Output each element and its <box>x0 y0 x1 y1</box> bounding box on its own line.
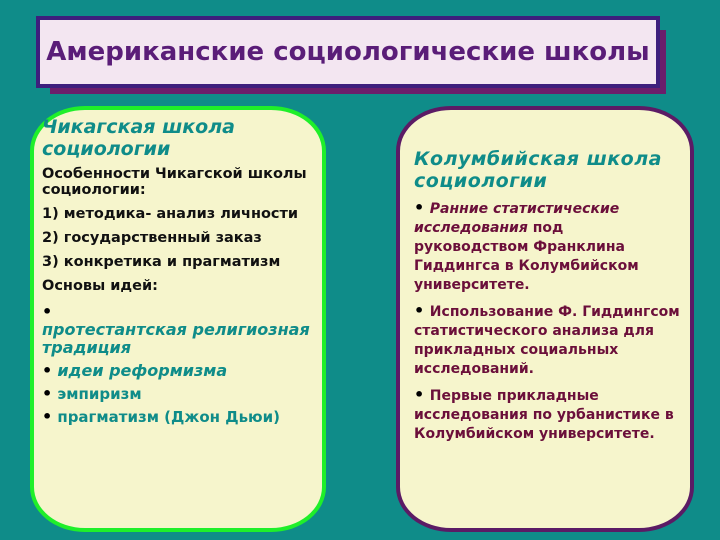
columbia-item-1 <box>414 198 680 293</box>
chicago-school-panel <box>30 106 326 532</box>
columbia-item-1-text: под руководством Франклина Гиддингса в Колумбийском университете. <box>414 220 639 293</box>
idea-2: идеи реформизма <box>57 361 228 380</box>
feature-3: 3) конкретика и прагматизм <box>42 254 281 270</box>
columbia-school-panel <box>396 106 694 532</box>
bullet-icon: • <box>414 301 430 320</box>
feature-1: 1) методика- анализ личности <box>42 206 299 222</box>
bullet-icon: • <box>42 384 53 403</box>
idea-item <box>42 361 312 380</box>
columbia-heading: Колумбийская школа социологии <box>414 148 662 192</box>
feature-2: 2) государственный заказ <box>42 230 262 246</box>
chicago-heading: Чикагская школа социологии <box>42 116 235 160</box>
bullet-icon: • <box>42 361 53 380</box>
idea-4: прагматизм (Джон Дьюи) <box>57 408 280 426</box>
bullet-icon: • <box>42 407 53 426</box>
idea-item <box>42 407 312 426</box>
idea-3: эмпиризм <box>57 385 142 403</box>
chicago-intro: Особенности Чикагской школы социологии: <box>42 166 307 198</box>
columbia-item-3 <box>414 385 680 442</box>
columbia-item-1-emph: Ранние статистические исследования <box>414 201 620 236</box>
idea-1: протестантская религиозная традиция <box>42 320 310 357</box>
columbia-item-2-text: Использование Ф. Гиддингсом статистического анализа для прикладных социальных исследований. <box>414 304 680 377</box>
idea-item <box>42 384 312 403</box>
columbia-item-3-text: Первые прикладные исследования по урбанистике в Колумбийском университете. <box>414 388 674 442</box>
ideas-label: Основы идей: <box>42 278 158 294</box>
page-title: Американские социологические школы <box>46 37 650 67</box>
idea-item <box>42 302 312 357</box>
bullet-icon: • <box>414 198 430 217</box>
bullet-icon: • <box>42 302 53 321</box>
columbia-item-2 <box>414 301 680 377</box>
title-box <box>36 16 660 88</box>
bullet-icon: • <box>414 385 430 404</box>
